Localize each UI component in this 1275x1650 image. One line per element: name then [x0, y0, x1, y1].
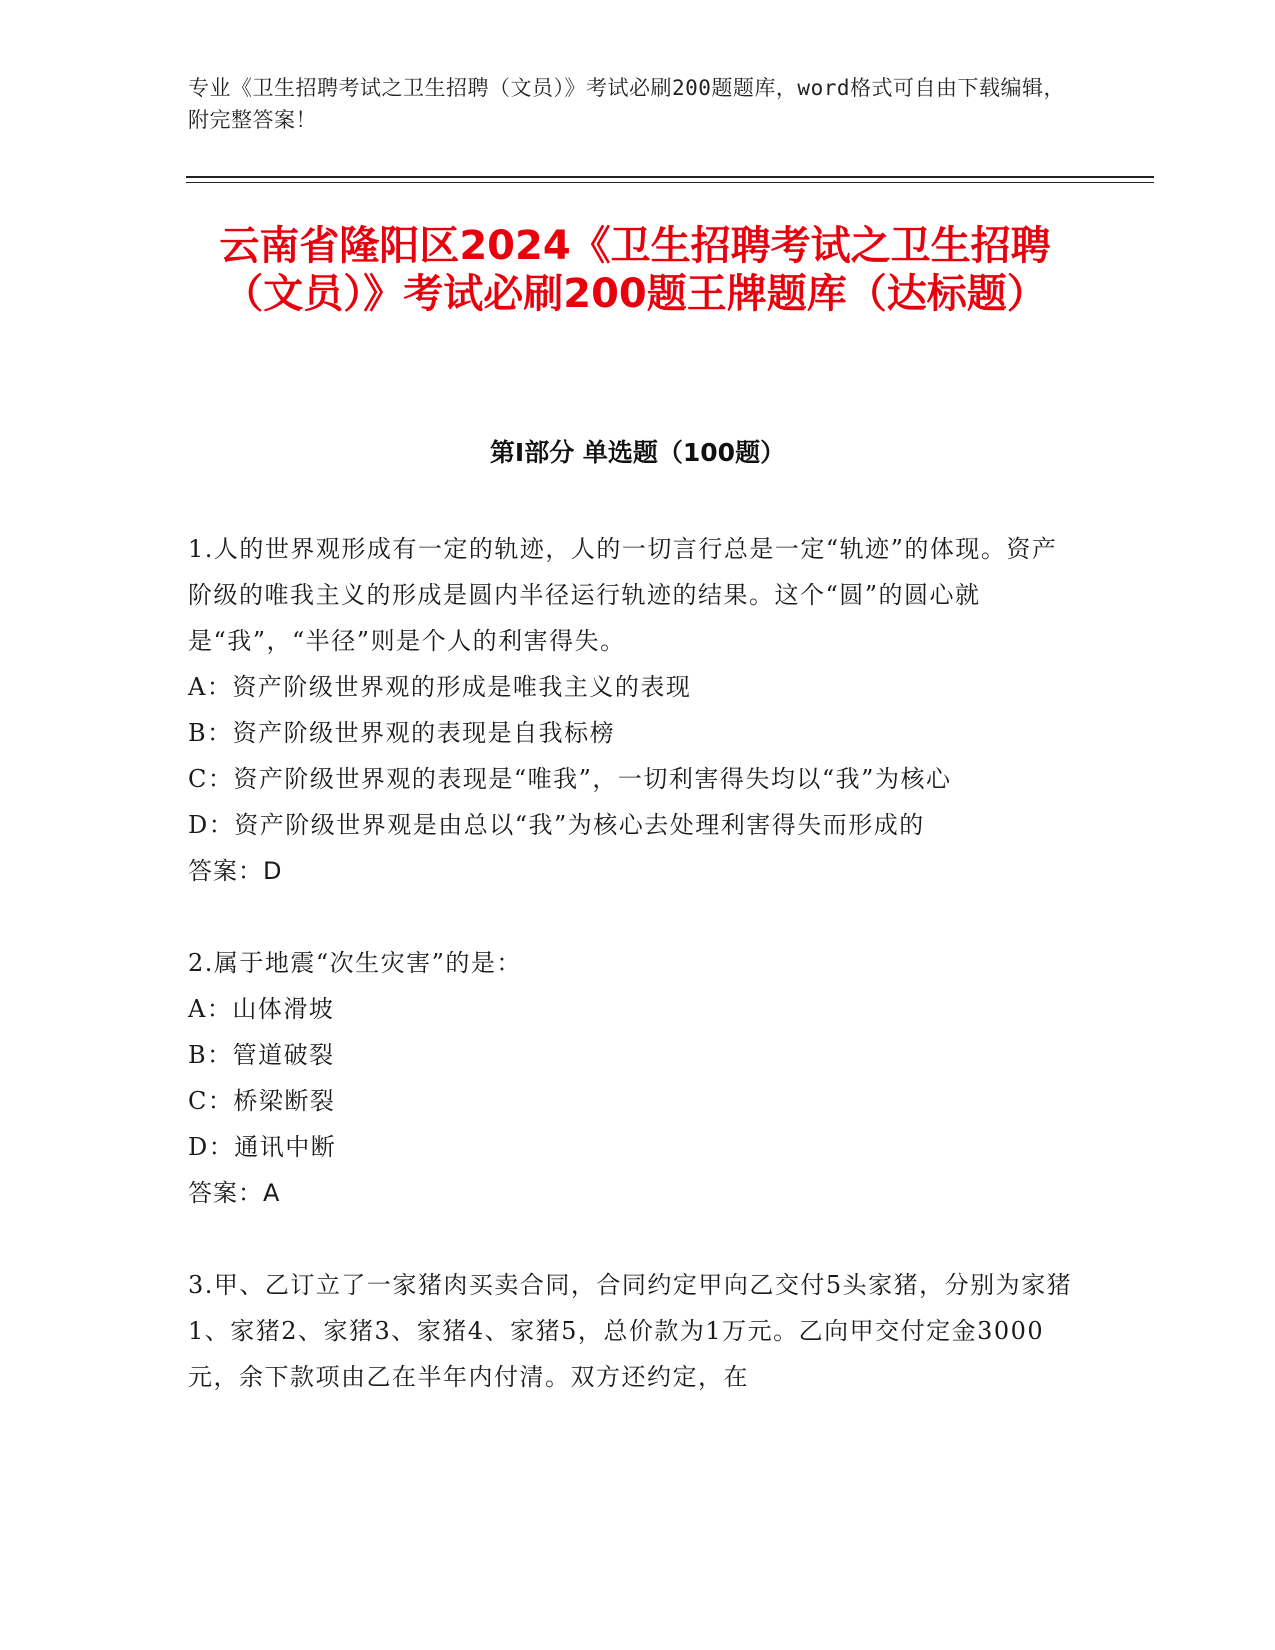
option-c: C：桥梁断裂 — [188, 1087, 336, 1115]
header-divider-thin — [186, 182, 1154, 183]
question-stem: 1.人的世界观形成有一定的轨迹，人的一切言行总是一定“轨迹”的体现。资产阶级的唯我主义的形成是圆内半径运行轨迹的结果。这个“圆”的圆心就是“我”，“半径”则是个人的利害得失。 — [188, 535, 1058, 655]
option-d: D：资产阶级世界观是由总以“我”为核心去处理利害得失而形成的 — [188, 811, 925, 839]
question-stem: 2.属于地震“次生灾害”的是： — [188, 949, 522, 977]
option-a: A：资产阶级世界观的形成是唯我主义的表现 — [188, 673, 692, 701]
question-stem: 3.甲、乙订立了一家猪肉买卖合同，合同约定甲向乙交付5头家猪，分别为家猪1、家猪2、家猪3、家猪4、家猪5，总价款为1万元。乙向甲交付定金3000元，余下款项由乙在半年内付清。双方还约定，在 — [188, 1271, 1073, 1391]
option-a: A：山体滑坡 — [188, 995, 335, 1023]
question-list — [188, 526, 1078, 1446]
header-divider-thick — [186, 176, 1154, 178]
document-title: 云南省隆阳区2024《卫生招聘考试之卫生招聘（文员）》考试必刷200题王牌题库（达标题） — [219, 223, 1051, 317]
question-2 — [188, 940, 1078, 1216]
option-d: D：通讯中断 — [188, 1133, 337, 1161]
answer-line: 答案：A — [188, 1179, 281, 1207]
option-c: C：资产阶级世界观的表现是“唯我”，一切利害得失均以“我”为核心 — [188, 765, 952, 793]
option-b: B：管道破裂 — [188, 1041, 335, 1069]
option-b: B：资产阶级世界观的表现是自我标榜 — [188, 719, 616, 747]
header-note: 专业《卫生招聘考试之卫生招聘（文员）》考试必刷200题题库，word格式可自由下载编辑，附完整答案！ — [188, 76, 1065, 132]
answer-line: 答案：D — [188, 857, 283, 885]
question-3 — [188, 1262, 1078, 1400]
question-1 — [188, 526, 1078, 894]
section-heading: 第Ⅰ部分 单选题（100题） — [489, 438, 786, 467]
